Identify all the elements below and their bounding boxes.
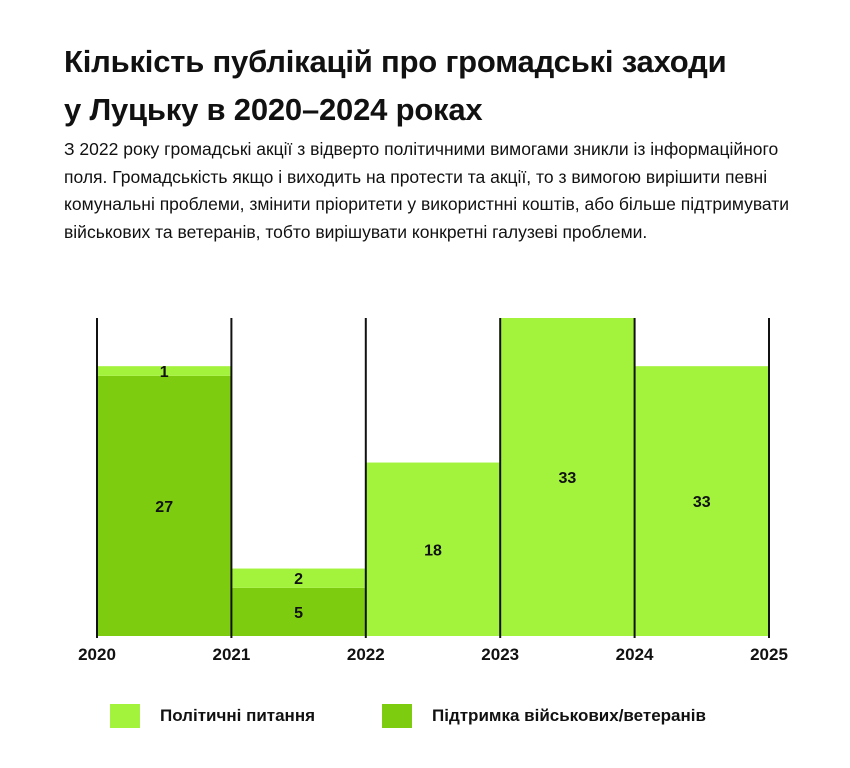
chart-title: [64, 38, 804, 134]
legend-item-military: [382, 704, 706, 728]
x-tick-label-2021: 2021: [212, 645, 251, 664]
legend-label-military: Підтримка військових/ветеранів: [432, 706, 706, 725]
x-tick-label-2025: 2025: [750, 645, 788, 664]
legend-label-political: Політичні питання: [160, 706, 316, 725]
stacked-bar-chart: [0, 300, 850, 680]
x-tick-label-2022: 2022: [346, 645, 385, 664]
chart-title-line2: у Луцьку в 2020–2024 роках: [64, 92, 483, 127]
x-tick-label-2023: 2023: [481, 645, 520, 664]
data-label-military-2021: 5: [294, 604, 304, 622]
data-label-political-2023: 33: [558, 470, 577, 487]
legend-item-political: [110, 704, 315, 728]
x-tick-label-2024: 2024: [615, 645, 654, 664]
chart-subtitle: З 2022 року громадські акції з відверто політичними вимогами зникли із інформаційного поля. Громадськість якщо і виходить на протести та акції, то з вимогою вирішити певні комунальні проблеми, змінити пріоритети у використнні коштів, або більше підтримувати військових та ветеранів, тобто вирішувати конкретні галузеві проблеми.: [64, 139, 790, 242]
legend-swatch-military: [382, 704, 412, 728]
x-tick-label-2020: 2020: [78, 645, 116, 664]
data-label-political-2022: 18: [424, 542, 442, 560]
data-label-political-2024: 33: [692, 494, 711, 512]
data-label-political-2020: 1: [159, 364, 169, 381]
legend-swatch-political: [110, 704, 140, 728]
chart-title-line1: Кількість публікацій про громадські заходи: [64, 44, 727, 79]
legend: [0, 704, 850, 734]
data-label-political-2021: 2: [294, 571, 304, 589]
data-label-military-2020: 27: [155, 498, 174, 516]
